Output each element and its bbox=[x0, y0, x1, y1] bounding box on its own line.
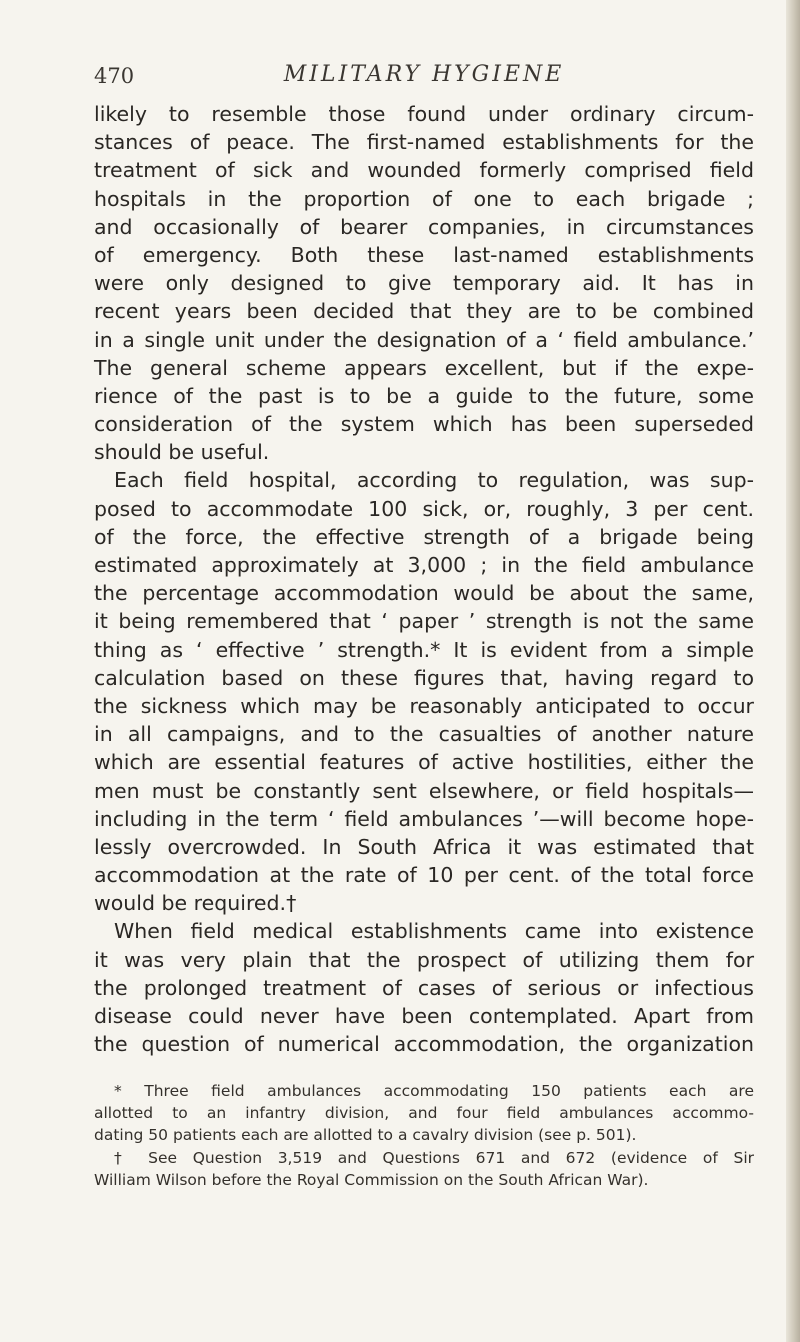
footnote-line: allotted to an infantry division, and four field ambulances accommo- bbox=[94, 1104, 754, 1123]
footnote-line: * Three field ambulances accommodating 150 patients each are bbox=[114, 1082, 754, 1100]
footnotes bbox=[94, 1080, 754, 1191]
text-line: were only designed to give temporary aid. It has in bbox=[94, 271, 754, 296]
text-line: hospitals in the proportion of one to each brigade ; bbox=[94, 186, 754, 211]
text-line: in a single unit under the designation of a ‘ field ambulance.’ bbox=[94, 327, 754, 352]
page-binding-edge bbox=[786, 0, 800, 1342]
running-head: MILITARY HYGIENE bbox=[283, 62, 565, 87]
text-line: it being remembered that ‘ paper ’ strength is not the same bbox=[94, 609, 754, 634]
text-line: of the force, the effective strength of a brigade being bbox=[94, 524, 754, 549]
text-line: it was very plain that the prospect of utilizing them for bbox=[94, 947, 754, 972]
paragraph-end-line: would be required.† bbox=[94, 891, 297, 916]
footnote-line: William Wilson before the Royal Commission on the South African War). bbox=[94, 1170, 649, 1189]
text-line: likely to resemble those found under ordinary circum- bbox=[94, 102, 754, 126]
page-number: 470 bbox=[94, 64, 135, 88]
text-line: the prolonged treatment of cases of serious or infectious bbox=[94, 975, 754, 1000]
page-header bbox=[94, 62, 754, 98]
footnote-line: dating 50 patients each are allotted to a cavalry division (see p. 501). bbox=[94, 1126, 637, 1145]
paragraph-start-line: Each field hospital, according to regulation, was sup- bbox=[114, 468, 754, 493]
footnote-line: † See Question 3,519 and Questions 671 and 672 (evidence of Sir bbox=[114, 1148, 754, 1167]
text-line: estimated approximately at 3,000 ; in the field ambulance bbox=[94, 553, 754, 577]
text-line: the percentage accommodation would be about the same, bbox=[94, 581, 754, 606]
text-line: stances of peace. The first-named establishments for the bbox=[94, 130, 754, 155]
text-line: rience of the past is to be a guide to the future, some bbox=[94, 383, 754, 408]
paragraph-start-line: When field medical establishments came into existence bbox=[114, 919, 754, 944]
text-line: lessly overcrowded. In South Africa it was estimated that bbox=[94, 834, 754, 859]
text-line: men must be constantly sent elsewhere, or field hospitals— bbox=[94, 778, 754, 803]
text-line: the question of numerical accommodation, the organization bbox=[94, 1032, 754, 1057]
text-line: consideration of the system which has been superseded bbox=[94, 412, 754, 437]
text-line: The general scheme appears excellent, but if the expe- bbox=[94, 355, 754, 380]
text-line: of emergency. Both these last-named establishments bbox=[94, 242, 754, 267]
text-line: and occasionally of bearer companies, in circumstances bbox=[94, 214, 754, 239]
paragraph-end-line: should be useful. bbox=[94, 440, 270, 465]
text-line: recent years been decided that they are to be combined bbox=[94, 299, 754, 324]
text-line: the sickness which may be reasonably anticipated to occur bbox=[94, 693, 754, 718]
text-line: thing as ‘ effective ’ strength.* It is evident from a simple bbox=[94, 637, 754, 662]
text-line: including in the term ‘ field ambulances ’—will become hope- bbox=[94, 806, 754, 831]
text-line: which are essential features of active hostilities, either the bbox=[94, 750, 754, 775]
text-line: treatment of sick and wounded formerly comprised field bbox=[94, 158, 754, 183]
body-text bbox=[94, 100, 754, 1058]
text-line: calculation based on these figures that, having regard to bbox=[94, 665, 754, 690]
text-line: disease could never have been contemplated. Apart from bbox=[94, 1004, 754, 1028]
text-line: accommodation at the rate of 10 per cent. of the total force bbox=[94, 863, 754, 888]
text-line: posed to accommodate 100 sick, or, roughly, 3 per cent. bbox=[94, 496, 754, 521]
text-line: in all campaigns, and to the casualties of another nature bbox=[94, 722, 754, 747]
